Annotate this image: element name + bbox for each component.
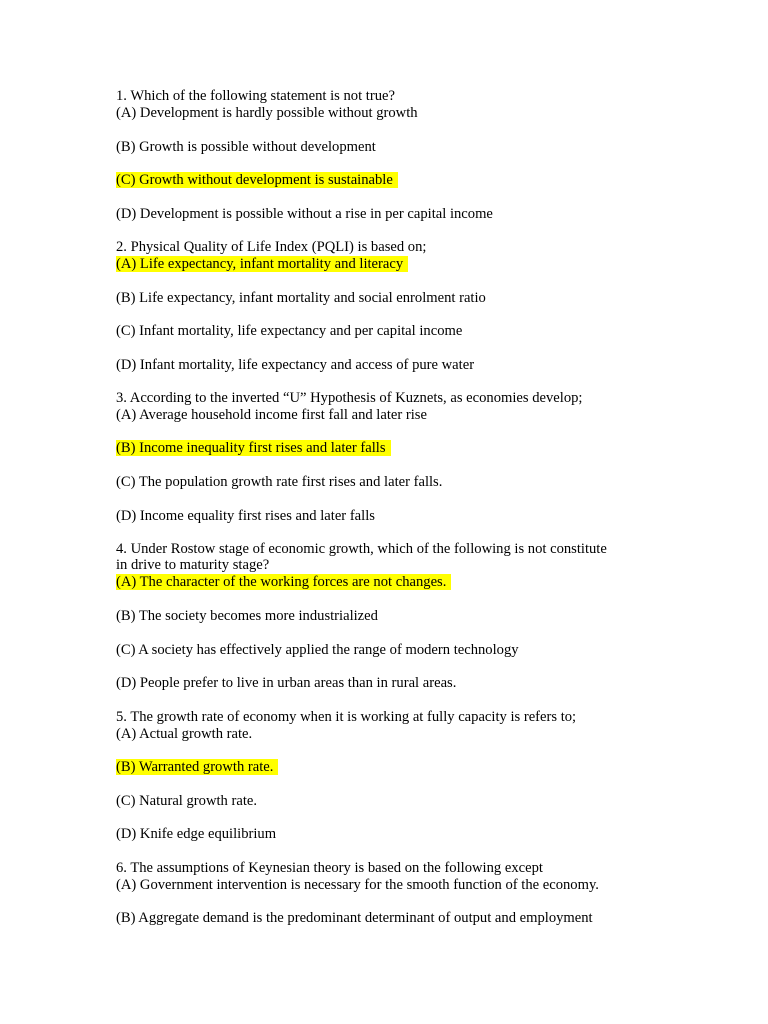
question-3-answer-highlight: (B) Income inequality first rises and later falls bbox=[116, 440, 391, 456]
question-3-text: 3. According to the inverted “U” Hypothesis of Kuznets, as economies develop; bbox=[116, 390, 583, 406]
question-1-text: 1. Which of the following statement is not true? bbox=[116, 88, 395, 104]
question-4-text-line-2: in drive to maturity stage? bbox=[116, 557, 270, 573]
question-1-answer-highlight: (C) Growth without development is sustainable bbox=[116, 172, 398, 188]
question-2-option-d: (D) Infant mortality, life expectancy and access of pure water bbox=[116, 357, 475, 373]
question-5-option-b bbox=[116, 759, 278, 776]
question-2-option-a bbox=[116, 256, 408, 273]
question-5-text: 5. The growth rate of economy when it is working at fully capacity is refers to; bbox=[116, 709, 577, 725]
question-2-option-c: (C) Infant mortality, life expectancy and per capital income bbox=[116, 323, 463, 339]
question-3-option-b bbox=[116, 440, 391, 457]
question-5-option-a: (A) Actual growth rate. bbox=[116, 726, 253, 742]
question-5-answer-highlight: (B) Warranted growth rate. bbox=[116, 759, 278, 775]
question-6-option-a: (A) Government intervention is necessary for the smooth function of the economy. bbox=[116, 877, 599, 893]
question-5-option-d: (D) Knife edge equilibrium bbox=[116, 826, 277, 842]
question-4-option-a bbox=[116, 574, 451, 591]
question-5-option-c: (C) Natural growth rate. bbox=[116, 793, 258, 809]
question-4-option-c: (C) A society has effectively applied the range of modern technology bbox=[116, 642, 519, 658]
question-1-option-d: (D) Development is possible without a rise in per capital income bbox=[116, 206, 493, 222]
question-4-text-line-1: 4. Under Rostow stage of economic growth, which of the following is not constitute bbox=[116, 541, 607, 557]
question-2-text: 2. Physical Quality of Life Index (PQLI) is based on; bbox=[116, 239, 427, 255]
question-6-option-b: (B) Aggregate demand is the predominant determinant of output and employment bbox=[116, 910, 593, 926]
question-3-option-d: (D) Income equality first rises and later falls bbox=[116, 508, 375, 524]
question-1-option-b: (B) Growth is possible without development bbox=[116, 139, 376, 155]
question-1-option-a: (A) Development is hardly possible without growth bbox=[116, 105, 418, 121]
question-1-option-c bbox=[116, 172, 398, 189]
question-3-option-c: (C) The population growth rate first rises and later falls. bbox=[116, 474, 443, 490]
question-6-text: 6. The assumptions of Keynesian theory is based on the following except bbox=[116, 860, 543, 876]
question-3-option-a: (A) Average household income first fall and later rise bbox=[116, 407, 427, 423]
question-2-answer-highlight: (A) Life expectancy, infant mortality and literacy bbox=[116, 256, 408, 272]
question-2-option-b: (B) Life expectancy, infant mortality and social enrolment ratio bbox=[116, 290, 486, 306]
question-4-option-d: (D) People prefer to live in urban areas than in rural areas. bbox=[116, 675, 457, 691]
question-4-answer-highlight: (A) The character of the working forces are not changes. bbox=[116, 574, 451, 590]
question-4-option-b: (B) The society becomes more industrialized bbox=[116, 608, 378, 624]
